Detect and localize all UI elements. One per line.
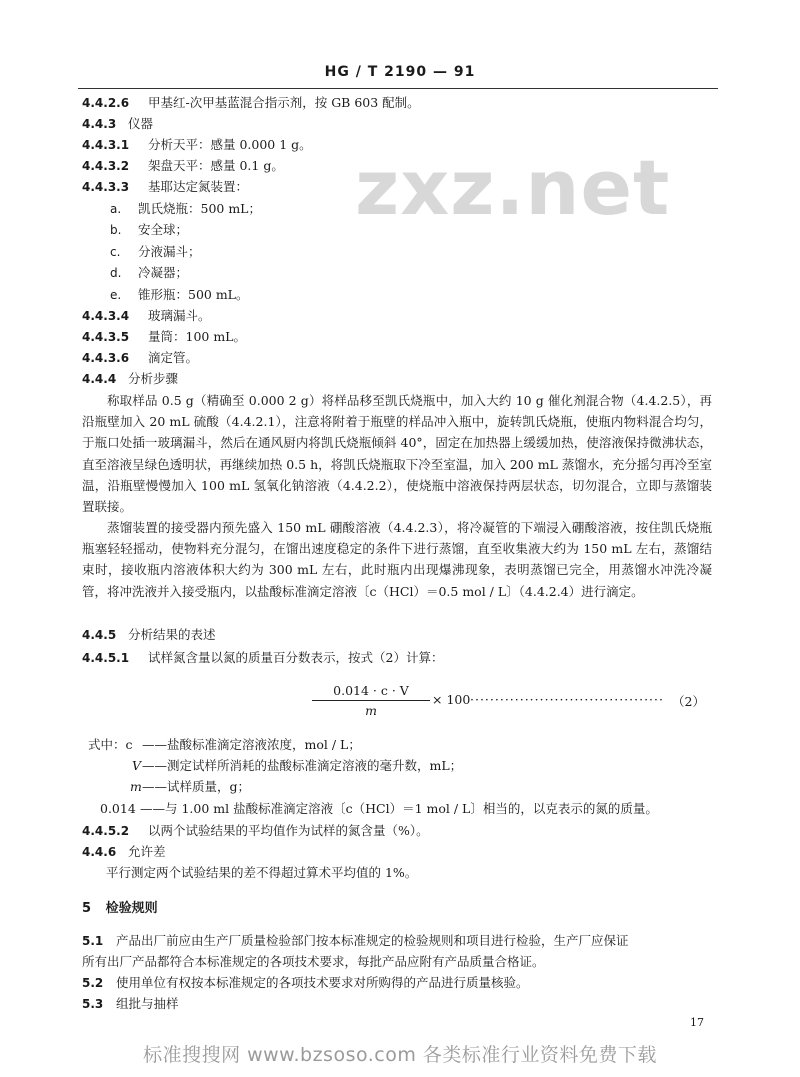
where-symbol: m [130,779,142,794]
page-number: 17 [690,1016,704,1029]
formula-denominator: m [365,703,377,718]
clause-text: 量筒：100 mL。 [148,329,246,344]
where-definition: ——试样质量，g； [142,779,251,794]
list-text: 凯氏烧瓶：500 mL； [138,201,261,216]
list-text: 冷凝器； [138,265,189,280]
list-text: 分液漏斗； [138,244,201,259]
clause-number: 4.4.5.1 [82,651,130,665]
clause-text: 仪器 [128,116,154,131]
list-text: 安全球； [138,222,189,237]
list-marker: a. [110,202,122,216]
where-symbol: V [132,758,142,773]
clause-text: 以两个试验结果的平均值作为试样的氮含量（%）。 [148,823,429,838]
clause-text: 玻璃漏斗。 [148,308,211,323]
clause-text: 分析步骤 [128,371,179,386]
clause-number: 4.4.5.2 [82,824,130,838]
clause-number: 4.4.6 [82,845,117,859]
clause-text: 分析天平：感量 0.000 1 g。 [148,137,312,152]
clause-number: 4.4.3.6 [82,351,130,365]
clause-text: 滴定管。 [148,350,199,365]
formula-fraction [312,683,430,718]
procedure-paragraph-2: 蒸馏装置的接受器内预先盛入 150 mL 硼酸溶液（4.4.2.3），将冷凝管的下端浸入硼酸溶液，按住凯氏烧瓶瓶塞轻轻摇动，使物料充分混匀，在馏出速度稳定的条件下进行蒸馏，直至收集液大约为 150 mL 左右，蒸馏结束时，接收瓶内溶液体积大约为 300 mL 左右，此时瓶内出现爆沸现象，表明蒸馏已完全，用蒸馏水冲洗冷凝管，将冲洗液并入接受瓶内，以盐酸标准滴定溶液〔c（HCl）＝0.5 mol / L〕（4.4.2.4）进行滴定。 [82,520,712,599]
list-marker: c. [110,245,121,259]
clause-number: 4.4.3.1 [82,138,130,152]
list-marker: e. [110,288,122,302]
where-definition: ——测定试样所消耗的盐酸标准滴定溶液的毫升数，mL； [142,758,463,773]
section-title: 检验规则 [105,901,158,916]
where-definition: ——盐酸标准滴定溶液浓度，mol / L； [142,737,361,752]
clause-text: 试样氮含量以氮的质量百分数表示，按式（2）计算： [148,650,444,665]
list-marker: b. [110,223,122,237]
clause-number: 5.3 [82,997,104,1011]
header-rule [78,88,718,89]
clause-number: 4.4.3.2 [82,159,130,173]
clause-number: 5.1 [82,934,104,948]
watermark-footer: 标准搜搜网 www.bzsoso.com 各类标准行业资料免费下载 [143,1044,657,1066]
clause-text: 基耶达定氮装置： [148,179,249,194]
where-symbol: 0.014 [100,801,136,816]
clause-text: 产品出厂前应由生产厂质量检验部门按本标准规定的检验规则和项目进行检验，生产厂应保证 [116,933,629,948]
clause-number: 4.4.5 [82,628,117,642]
clause-number: 4.4.4 [82,372,117,386]
clause-text: 所有出厂产品都符合本标准规定的各项技术要求，每批产品应附有产品质量合格证。 [82,954,545,969]
formula-numerator: 0.014 · c · V [312,683,430,701]
clause-text: 架盘天平：感量 0.1 g。 [148,158,284,173]
equation-number: （2） [672,694,705,709]
clause-text: 组批与抽样 [116,996,179,1011]
clause-text: 允许差 [128,844,166,859]
watermark-logo: zxz.net [355,143,671,232]
standard-header: HG / T 2190 — 91 [324,64,476,80]
formula-leader-dots: ······································· [470,692,664,707]
clause-number: 4.4.3 [82,117,117,131]
clause-text: 甲基红-次甲基蓝混合指示剂，按 GB 603 配制。 [148,95,420,110]
clause-text: 使用单位有权按本标准规定的各项技术要求对所购得的产品进行质量核验。 [116,975,529,990]
clause-number: 4.4.3.3 [82,180,130,194]
clause-number: 5.2 [82,976,104,990]
list-marker: d. [110,266,122,280]
where-definition: ——与 1.00 ml 盐酸标准滴定溶液〔c（HCl）＝1 mol / L〕相当的，以克表示的氮的质量。 [140,801,658,816]
procedure-paragraph-1: 称取样品 0.5 g（精确至 0.000 2 g）将样品移至凯氏烧瓶中，加入大约 10 g 催化剂混合物（4.4.2.5），再沿瓶壁加入 20 mL 硫酸（4.4.2.1），注意将附着于瓶壁的样品冲入瓶中，旋转凯氏烧瓶，使瓶内物料混合均匀，于瓶口处插一玻璃漏斗，然后在通风厨内将凯氏烧瓶倾斜 40°，固定在加热器上缓缓加热，使溶液保持微沸状态，直至溶液呈绿色透明状，再继续加热 0.5 h，将凯氏烧瓶取下冷至室温，加入 200 mL 蒸馏水，充分摇匀再冷至室温，沿瓶壁慢慢加入 100 mL 氢氧化钠溶液（4.4.2.2），使烧瓶中溶液保持两层状态，切勿混合，立即与蒸馏装置联接。 [82,393,712,515]
list-text: 锥形瓶：500 mL。 [138,287,249,302]
section-5-heading [82,897,158,916]
clause-number: 4.4.3.5 [82,330,130,344]
formula-multiplier: × 100 [432,692,471,707]
clause-number: 4.4.2.6 [82,96,130,110]
clause-text: 分析结果的表述 [128,627,216,642]
section-number: 5 [82,901,92,916]
clause-text: 平行测定两个试验结果的差不得超过算术平均值的 1%。 [106,865,418,880]
clause-number: 4.4.3.4 [82,309,130,323]
where-symbol: 式中：c [88,737,133,752]
